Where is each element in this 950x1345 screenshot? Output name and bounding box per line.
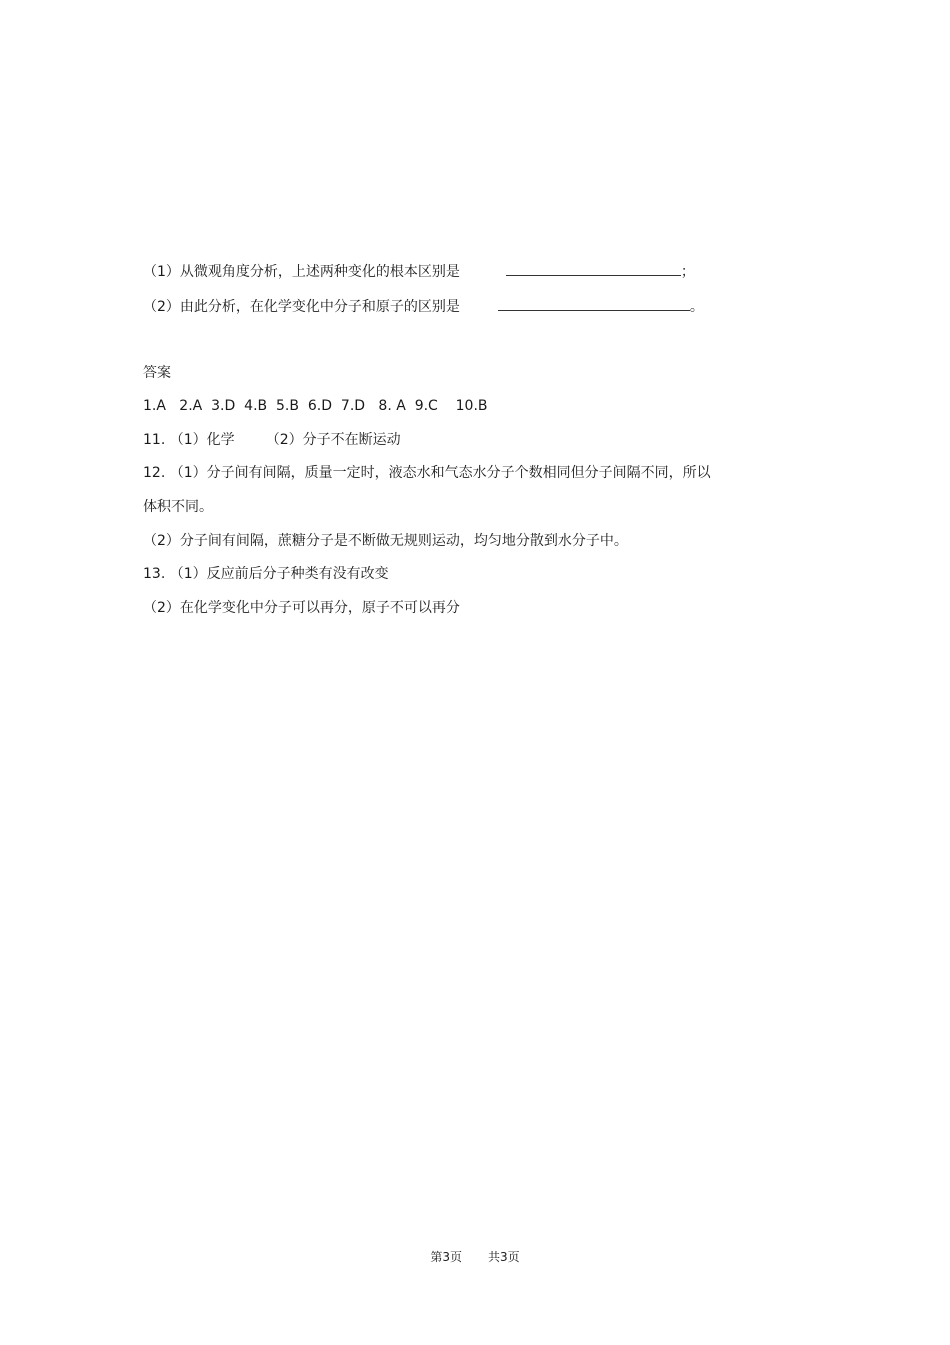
answers-choices: 1.A 2.A 3.D 4.B 5.B 6.D 7.D 8. A 9.C 10.B (143, 398, 488, 414)
question-1-suffix: ； (680, 264, 695, 280)
answers-heading: 答案 (143, 365, 171, 381)
answer-blank-1[interactable] (506, 261, 681, 276)
page-total: 共3页 (488, 1250, 520, 1264)
page-footer (0, 1248, 950, 1266)
question-2-text: （2）由此分析，在化学变化中分子和原子的区别是 (143, 299, 460, 315)
answer-11: 11. （1）化学 （2）分子不在断运动 (143, 432, 401, 448)
page-number: 第3页 (430, 1250, 462, 1264)
answer-blank-2[interactable] (498, 296, 690, 311)
question-1 (143, 261, 695, 282)
question-2-suffix: 。 (689, 299, 704, 315)
answer-12-part-2: （2）分子间有间隔，蔗糖分子是不断做无规则运动，均匀地分散到水分子中。 (143, 533, 628, 549)
question-1-text: （1）从微观角度分析，上述两种变化的根本区别是 (143, 264, 460, 280)
answer-12-line-2: 体积不同。 (143, 499, 213, 515)
answer-12-line-1: 12. （1）分子间有间隔，质量一定时，液态水和气态水分子个数相同但分子间隔不同，所以 (143, 465, 711, 481)
question-2 (143, 296, 704, 317)
answer-13-part-2: （2）在化学变化中分子可以再分，原子不可以再分 (143, 600, 460, 616)
answer-13-line-1: 13. （1）反应前后分子种类有没有改变 (143, 566, 389, 582)
